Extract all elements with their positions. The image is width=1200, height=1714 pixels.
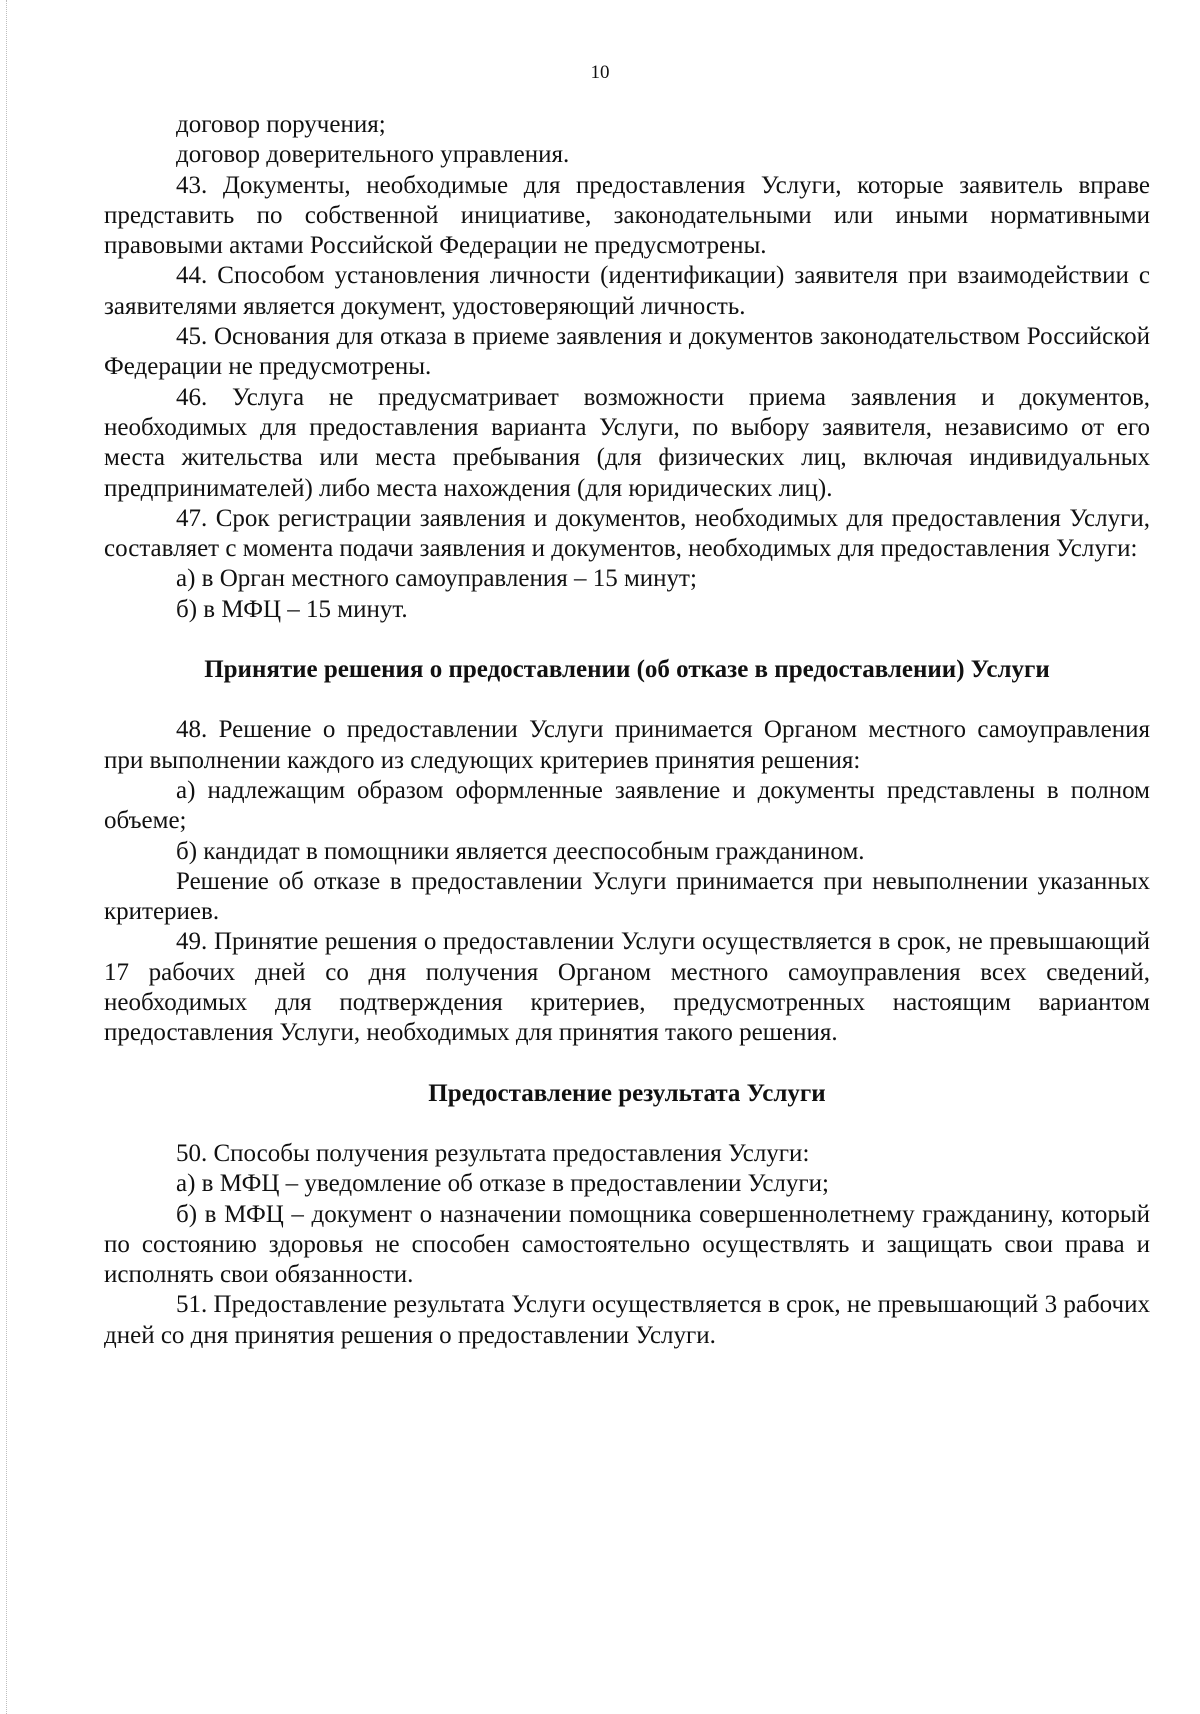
paragraph-51: 51. Предоставление результата Услуги осуществляется в срок, не превышающий 3 рабочих дней со дня принятия решения о предоставлении Услуги.: [104, 1291, 1150, 1349]
section-heading-result: Предоставление результата Услуги: [428, 1079, 826, 1107]
paragraph-47: 47. Срок регистрации заявления и документов, необходимых для предоставления Услуги, составляет с момента подачи заявления и документов, необходимых для предоставления Услуги:: [104, 504, 1150, 563]
paragraph-45: 45. Основания для отказа в приеме заявления и документов законодательством Российской Федерации не предусмотрены.: [104, 323, 1150, 381]
paragraph-44: 44. Способом установления личности (идентификации) заявителя при взаимодействии с заявителями является документ, удостоверяющий личность.: [104, 262, 1150, 320]
list-item: а) в Орган местного самоуправления – 15 минут;: [176, 565, 697, 593]
page-number: 10: [590, 62, 610, 83]
paragraph-43: 43. Документы, необходимые для предоставления Услуги, которые заявитель вправе представить по собственной инициативе, законодательными или иными нормативными правовыми актами Российской Федерации не предусмотрены.: [104, 171, 1150, 260]
paragraph-48: 48. Решение о предоставлении Услуги принимается Органом местного самоуправления при выполнении каждого из следующих критериев принятия решения:: [104, 716, 1150, 774]
paragraph: Решение об отказе в предоставлении Услуги принимается при невыполнении указанных критериев.: [104, 867, 1150, 926]
scan-edge-line: [6, 0, 8, 1714]
paragraph-49: 49. Принятие решения о предоставлении Услуги осуществляется в срок, не превышающий 17 рабочих дней со дня получения Органом местного самоуправления всех сведений, необходимых для подтверждения критериев, предусмотренных настоящим вариантом предоставления Услуги, необходимых для принятия такого решения.: [104, 928, 1150, 1047]
paragraph-50: 50. Способы получения результата предоставления Услуги:: [176, 1139, 810, 1167]
list-item: б) в МФЦ – 15 минут.: [176, 595, 408, 623]
list-item: б) в МФЦ – документ о назначении помощника совершеннолетнему гражданину, который по состоянию здоровья не способен самостоятельно осуществлять и защищать свои права и исполнять свои обязанности.: [104, 1200, 1150, 1289]
paragraph: договор поручения;: [176, 111, 386, 138]
list-item: б) кандидат в помощники является дееспособным гражданином.: [176, 837, 865, 865]
section-heading-decision: Принятие решения о предоставлении (об отказе в предоставлении) Услуги: [204, 656, 1050, 684]
paragraph-46: 46. Услуга не предусматривает возможности приема заявления и документов, необходимых для предоставления варианта Услуги, по выбору заявителя, независимо от его места жительства или места пребывания (для физических лиц, включая индивидуальных предпринимателей) либо места нахождения (для юридических лиц).: [104, 383, 1150, 502]
document-body: [104, 110, 1150, 1351]
list-item: а) в МФЦ – уведомление об отказе в предоставлении Услуги;: [176, 1170, 829, 1198]
list-item: а) надлежащим образом оформленные заявление и документы представлены в полном объеме;: [104, 776, 1150, 835]
paragraph: договор доверительного управления.: [176, 141, 570, 169]
